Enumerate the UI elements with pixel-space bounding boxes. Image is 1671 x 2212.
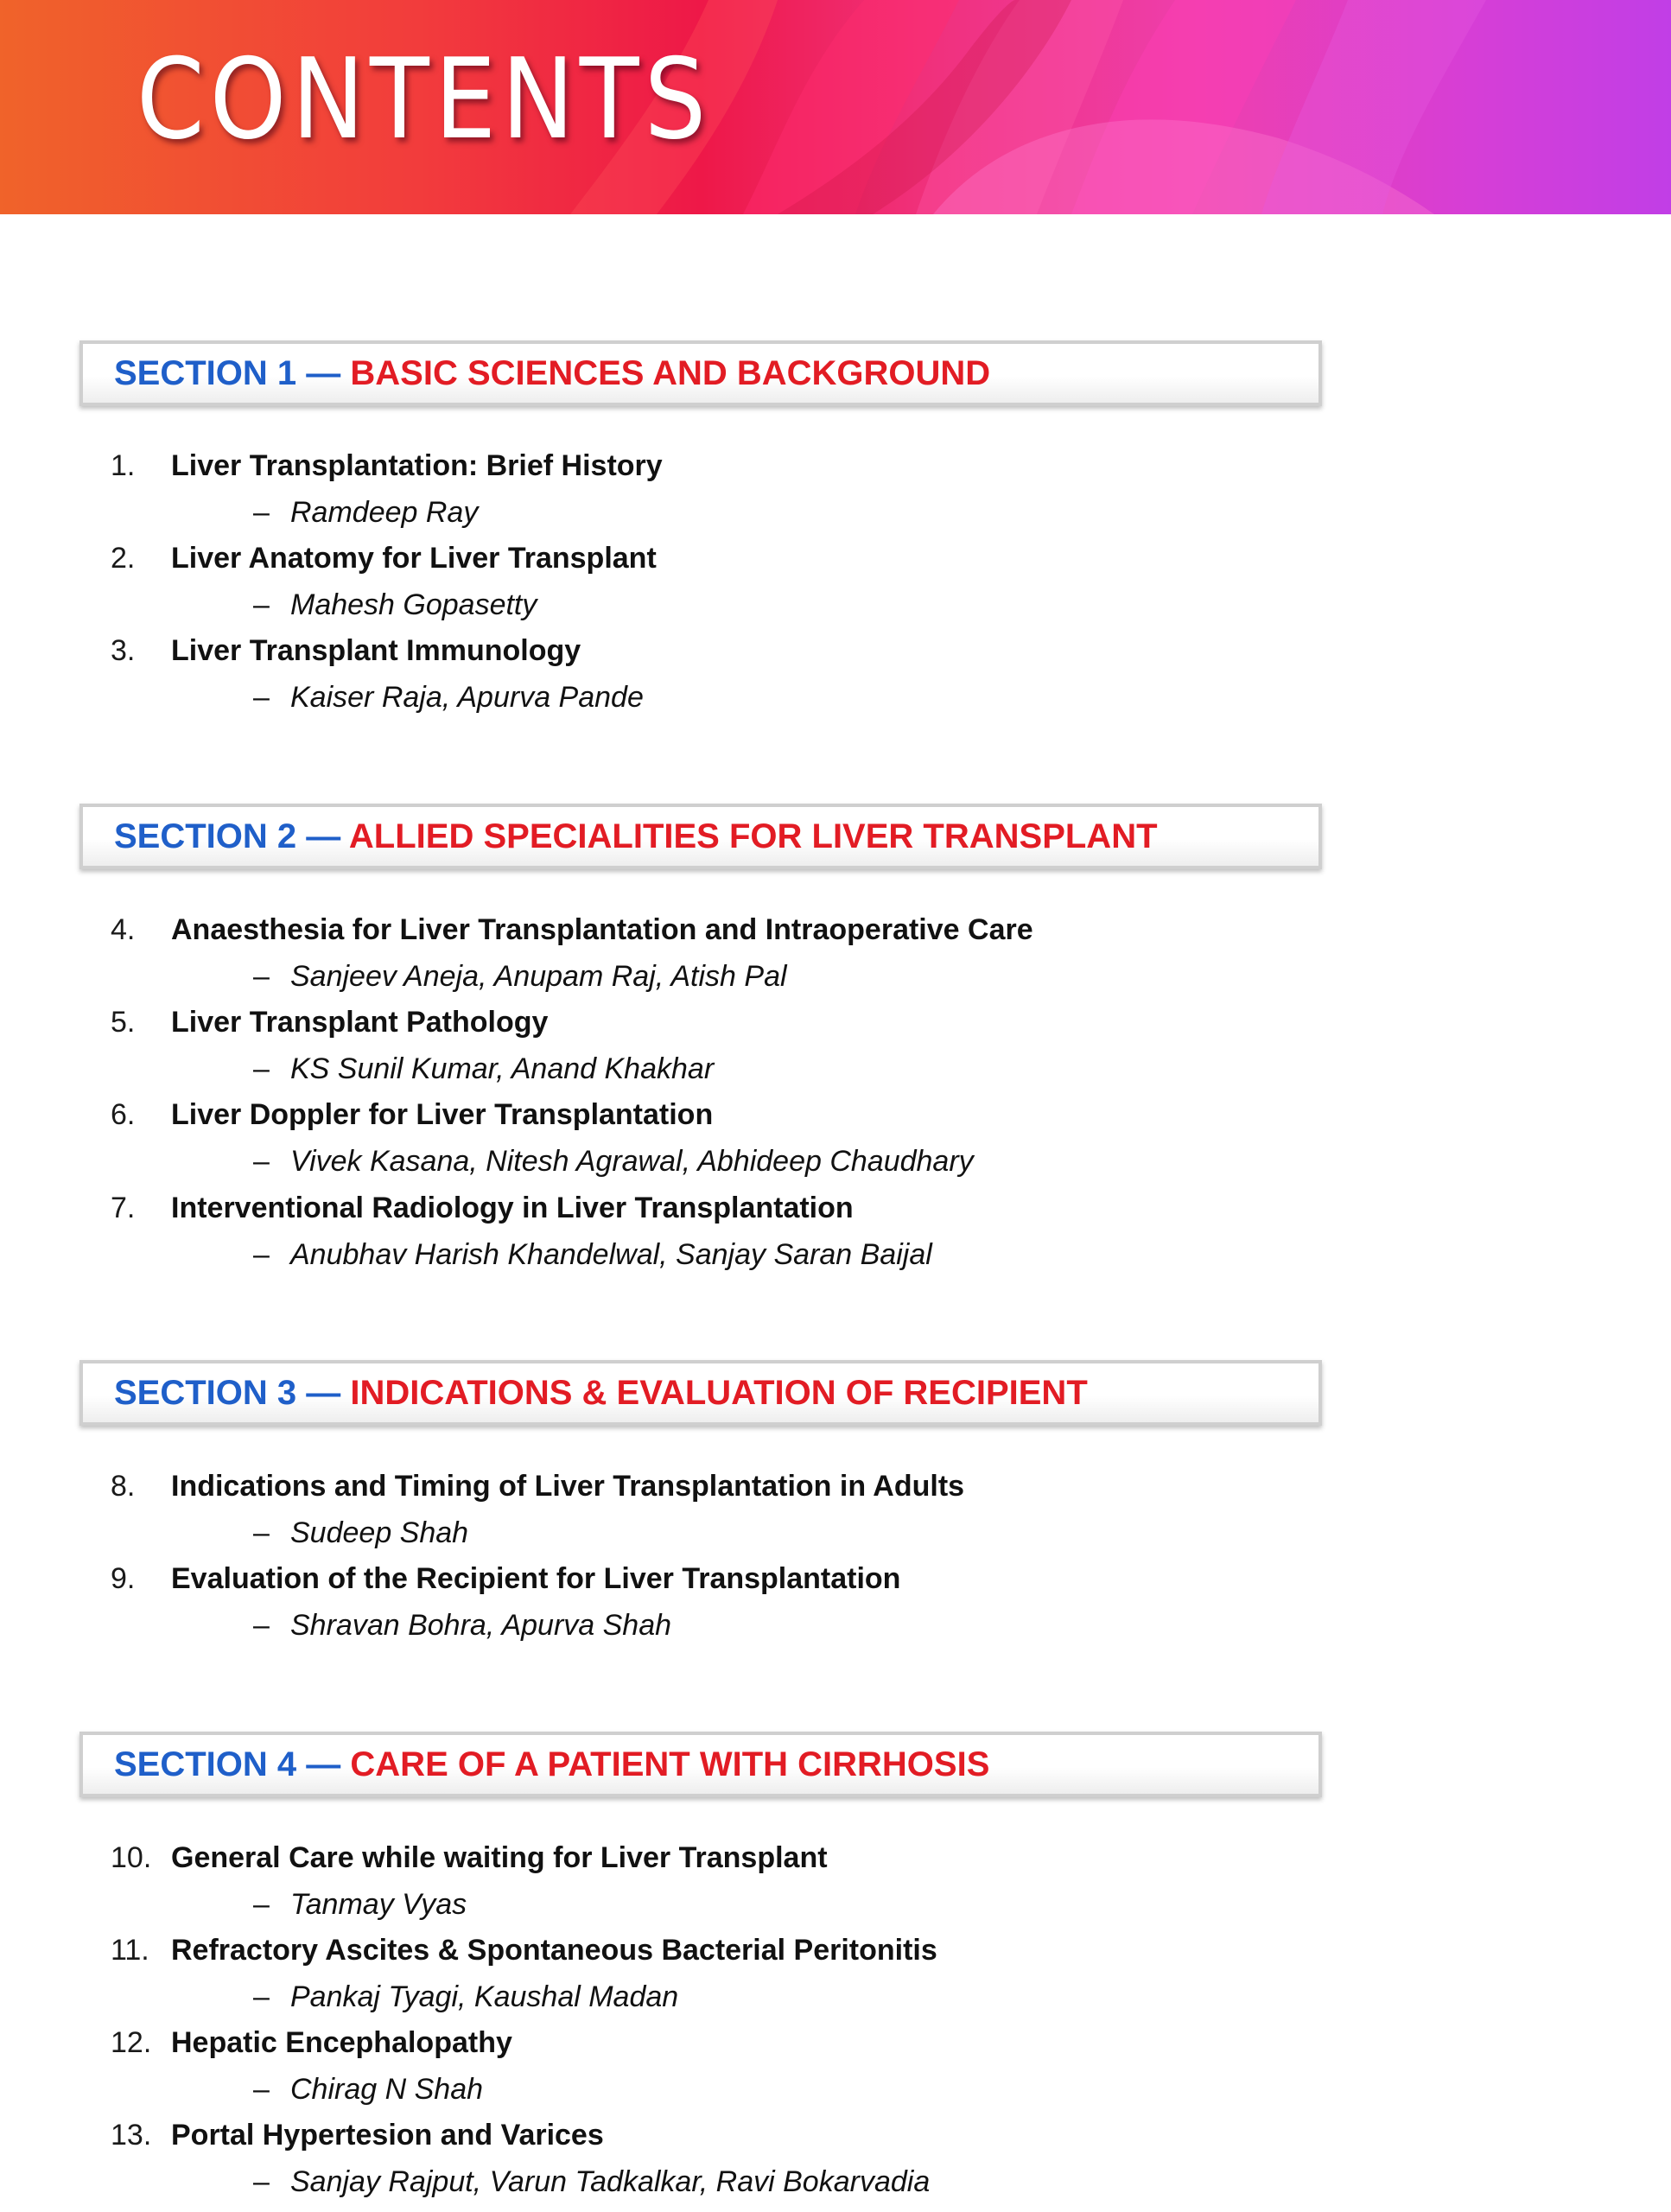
chapter-title: Evaluation of the Recipient for Liver Transplantation bbox=[171, 1562, 901, 1595]
chapter-authors: Kaiser Raja, Apurva Pande bbox=[290, 681, 644, 714]
author-dash: – bbox=[253, 1980, 270, 2013]
toc-entry-6 bbox=[0, 1096, 1671, 1189]
chapter-title: Hepatic Encephalopathy bbox=[171, 2026, 512, 2059]
section-title: BASIC SCIENCES AND BACKGROUND bbox=[350, 354, 991, 392]
chapter-authors: Anubhav Harish Khandelwal, Sanjay Saran Baijal bbox=[290, 1238, 932, 1271]
chapter-number: 1. bbox=[111, 449, 136, 482]
section-separator: — bbox=[306, 1374, 341, 1412]
author-dash: – bbox=[253, 1145, 270, 1178]
chapter-title: Liver Anatomy for Liver Transplant bbox=[171, 542, 657, 575]
toc-entry-1 bbox=[0, 447, 1671, 540]
section-number: SECTION 3 bbox=[114, 1374, 297, 1412]
chapter-title: Interventional Radiology in Liver Transplantation bbox=[171, 1192, 854, 1224]
chapter-title: General Care while waiting for Liver Transplant bbox=[171, 1841, 828, 1874]
chapter-number: 13. bbox=[111, 2119, 152, 2152]
toc-entry-5 bbox=[0, 1003, 1671, 1096]
author-dash: – bbox=[253, 2073, 270, 2106]
chapter-authors: Ramdeep Ray bbox=[290, 496, 479, 529]
author-dash: – bbox=[253, 2165, 270, 2198]
chapter-number: 8. bbox=[111, 1470, 136, 1503]
toc-entry-13 bbox=[0, 2116, 1671, 2209]
chapter-authors: Tanmay Vyas bbox=[290, 1888, 467, 1921]
author-dash: – bbox=[253, 1888, 270, 1921]
toc-entry-3 bbox=[0, 632, 1671, 725]
chapter-authors: Shravan Bohra, Apurva Shah bbox=[290, 1609, 672, 1642]
author-dash: – bbox=[253, 1052, 270, 1085]
chapter-title: Liver Transplantation: Brief History bbox=[171, 449, 663, 482]
chapter-number: 6. bbox=[111, 1098, 136, 1131]
chapter-authors: Vivek Kasana, Nitesh Agrawal, Abhideep Chaudhary bbox=[290, 1145, 974, 1178]
toc-entry-8 bbox=[0, 1467, 1671, 1560]
chapter-title: Anaesthesia for Liver Transplantation and Intraoperative Care bbox=[171, 913, 1033, 946]
section-heading bbox=[114, 1371, 1088, 1414]
chapter-title: Liver Doppler for Liver Transplantation bbox=[171, 1098, 714, 1131]
toc-entry-12 bbox=[0, 2024, 1671, 2117]
section-separator: — bbox=[306, 354, 341, 392]
section-title: ALLIED SPECIALITIES FOR LIVER TRANSPLANT bbox=[348, 817, 1158, 855]
section-heading bbox=[114, 815, 1158, 858]
chapter-number: 11. bbox=[111, 1934, 149, 1967]
chapter-title: Liver Transplant Immunology bbox=[171, 634, 581, 667]
section-header-1 bbox=[79, 340, 1322, 406]
chapter-number: 12. bbox=[111, 2026, 152, 2059]
chapter-number: 9. bbox=[111, 1562, 136, 1595]
toc-entry-10 bbox=[0, 1839, 1671, 1932]
chapter-title: Portal Hypertesion and Varices bbox=[171, 2119, 604, 2152]
chapter-number: 10. bbox=[111, 1841, 152, 1874]
chapter-title: Liver Transplant Pathology bbox=[171, 1006, 549, 1039]
section-heading bbox=[114, 352, 990, 395]
author-dash: – bbox=[253, 1238, 270, 1271]
author-dash: – bbox=[253, 588, 270, 621]
author-dash: – bbox=[253, 1516, 270, 1549]
chapter-number: 3. bbox=[111, 634, 136, 667]
chapter-authors: Pankaj Tyagi, Kaushal Madan bbox=[290, 1980, 679, 2013]
chapter-number: 7. bbox=[111, 1192, 136, 1224]
section-separator: — bbox=[306, 817, 341, 855]
section-number: SECTION 2 bbox=[114, 817, 297, 855]
chapter-title: Indications and Timing of Liver Transplantation in Adults bbox=[171, 1470, 965, 1503]
author-dash: – bbox=[253, 1609, 270, 1642]
section-header-2 bbox=[79, 804, 1322, 869]
chapter-title: Refractory Ascites & Spontaneous Bacterial Peritonitis bbox=[171, 1934, 937, 1967]
author-dash: – bbox=[253, 960, 270, 993]
page-title: CONTENTS bbox=[137, 35, 712, 164]
section-header-3 bbox=[79, 1360, 1322, 1426]
section-number: SECTION 1 bbox=[114, 354, 297, 392]
chapter-number: 5. bbox=[111, 1006, 136, 1039]
chapter-authors: Sudeep Shah bbox=[290, 1516, 469, 1549]
section-header-4 bbox=[79, 1732, 1322, 1797]
section-title: INDICATIONS & EVALUATION OF RECIPIENT bbox=[350, 1374, 1088, 1412]
section-heading bbox=[114, 1743, 989, 1786]
chapter-authors: KS Sunil Kumar, Anand Khakhar bbox=[290, 1052, 715, 1085]
chapter-number: 2. bbox=[111, 542, 136, 575]
toc-entry-9 bbox=[0, 1560, 1671, 1653]
author-dash: – bbox=[253, 496, 270, 529]
toc-entry-4 bbox=[0, 911, 1671, 1004]
section-number: SECTION 4 bbox=[114, 1745, 297, 1783]
section-title: CARE OF A PATIENT WITH CIRRHOSIS bbox=[350, 1745, 990, 1783]
section-separator: — bbox=[306, 1745, 341, 1783]
chapter-authors: Chirag N Shah bbox=[290, 2073, 484, 2106]
chapter-number: 4. bbox=[111, 913, 136, 946]
author-dash: – bbox=[253, 681, 270, 714]
chapter-authors: Sanjeev Aneja, Anupam Raj, Atish Pal bbox=[290, 960, 787, 993]
toc-entry-2 bbox=[0, 539, 1671, 632]
chapter-authors: Mahesh Gopasetty bbox=[290, 588, 537, 621]
contents-banner bbox=[0, 0, 1671, 214]
toc-entry-11 bbox=[0, 1931, 1671, 2024]
toc-entry-7 bbox=[0, 1189, 1671, 1282]
chapter-authors: Sanjay Rajput, Varun Tadkalkar, Ravi Bokarvadia bbox=[290, 2165, 931, 2198]
